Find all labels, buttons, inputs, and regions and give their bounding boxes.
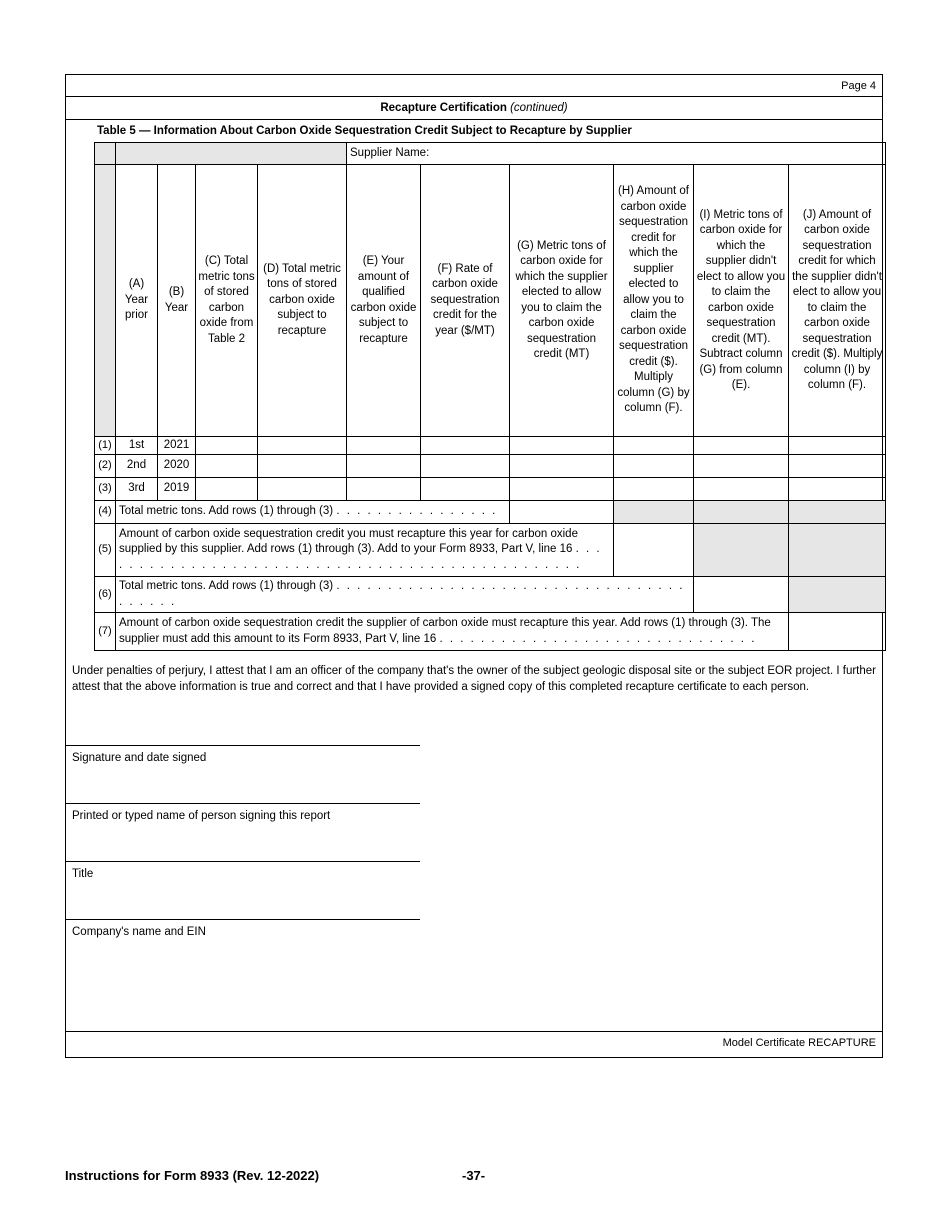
shaded-cell [694,524,789,577]
summary-label [116,577,694,613]
entry-cell-f[interactable] [421,437,510,455]
entry-cell-d[interactable] [258,437,347,455]
summary-text: Amount of carbon oxide sequestration credit the supplier of carbon oxide must recapture this year. Add rows (1) through (3). The supplier must add this amount to its Form 8933, Part V, line 16 [119,617,771,645]
supplier-name-label: Supplier Name: [350,146,430,159]
shaded-cell [95,143,116,165]
divider [66,1031,882,1032]
entry-cell-h[interactable] [614,455,694,478]
entry-cell-c[interactable] [196,455,258,478]
shaded-cell [614,501,694,524]
row-number: (4) [95,501,116,524]
page-number: -37- [462,1168,486,1183]
summary-label [116,613,789,651]
total-metric-tons-g[interactable] [510,501,614,524]
summary-text: Total metric tons. Add rows (1) through (3) [119,505,334,518]
column-header-f: (F) Rate of carbon oxide sequestration credit for the year ($/MT) [421,165,510,437]
divider [66,96,882,97]
entry-cell-g[interactable] [510,437,614,455]
entry-cell-f[interactable] [421,478,510,501]
entry-cell-j[interactable] [789,437,886,455]
shaded-cell [789,524,886,577]
total-metric-tons-i[interactable] [694,577,789,613]
row-number: (2) [95,455,116,478]
leader-dots: . . . . . . . . . . . . . . . . [336,505,498,518]
table-row [95,437,886,455]
column-header-a: (A) Year prior [116,165,158,437]
table-row [95,455,886,478]
divider [66,119,882,120]
entry-cell-g[interactable] [510,455,614,478]
year-prior-cell: 1st [116,437,158,455]
page-label: Page 4 [841,80,876,92]
entry-cell-e[interactable] [347,455,421,478]
entry-cell-i[interactable] [694,437,789,455]
entry-cell-j[interactable] [789,455,886,478]
shaded-cell [789,577,886,613]
shaded-cell [694,501,789,524]
recapture-amount-h[interactable] [614,524,694,577]
shaded-cell [95,165,116,437]
column-header-g: (G) Metric tons of carbon oxide for which the supplier elected to allow you to claim the carbon oxide sequestration credit (MT) [510,165,614,437]
title-line [66,861,420,862]
section-title-suffix: (continued) [510,102,568,114]
signature-line [66,745,420,746]
table-5 [94,142,886,651]
summary-label [116,524,614,577]
table-row [95,478,886,501]
title-field-label: Title [72,868,94,880]
column-header-d: (D) Total metric tons of stored carbon oxide subject to recapture [258,165,347,437]
column-header-h: (H) Amount of carbon oxide sequestration credit for which the supplier elected to allow you to claim the carbon oxide sequestration credit ($). Multiply column (G) by column (F). [614,165,694,437]
summary-text: Amount of carbon oxide sequestration credit you must recapture this year for carbon oxide supplied by this supplier. Add rows (1) through (3). Add to your Form 8933, Part V, line 16 [119,527,578,556]
year-cell: 2019 [158,478,196,501]
entry-cell-d[interactable] [258,478,347,501]
column-header-j: (J) Amount of carbon oxide sequestration credit for which the supplier didn't elect to allow you to claim the carbon oxide sequestration credit ($). Multiply column (I) by column (F). [789,165,886,437]
column-header-b: (B) Year [158,165,196,437]
leader-dots: . . . . . . . . . . . . . . . . . . . . . . . . . . . . . . . [439,632,757,645]
entry-cell-c[interactable] [196,437,258,455]
signature-field-label: Signature and date signed [72,752,207,764]
shaded-cell [789,501,886,524]
entry-cell-j[interactable] [789,478,886,501]
attestation-text: Under penalties of perjury, I attest that I am an officer of the company that's the owner of the subject geologic disposal site or the subject EOR project. I further attest that the above information is true and correct and that I have provided a signed copy of this completed recapture certificate to each person. [72,665,877,693]
entry-cell-h[interactable] [614,437,694,455]
summary-row-4 [95,501,886,524]
summary-label [116,501,510,524]
row-number: (5) [95,524,116,577]
entry-cell-h[interactable] [614,478,694,501]
summary-row-6 [95,577,886,613]
shaded-cell [116,143,347,165]
certificate-frame [65,74,883,1058]
printed-name-line [66,803,420,804]
section-title-text: Recapture Certification [380,102,507,114]
entry-cell-c[interactable] [196,478,258,501]
form-name-footer: Instructions for Form 8933 (Rev. 12-2022) [65,1168,320,1183]
year-cell: 2021 [158,437,196,455]
column-header-i: (I) Metric tons of carbon oxide for which the supplier didn't elect to allow you to claim the carbon oxide sequestration credit (MT). Subtract column (G) from column (E). [694,165,789,437]
entry-cell-e[interactable] [347,478,421,501]
table-title: Table 5 — Information About Carbon Oxide Sequestration Credit Subject to Recapture by Supplier [97,125,632,137]
printed-name-field-label: Printed or typed name of person signing this report [72,810,331,822]
company-field-label: Company's name and EIN [72,926,206,938]
column-header-e: (E) Your amount of qualified carbon oxide subject to recapture [347,165,421,437]
row-number: (7) [95,613,116,651]
supplier-name-field[interactable] [347,143,886,165]
entry-cell-d[interactable] [258,455,347,478]
summary-row-5 [95,524,886,577]
row-number: (6) [95,577,116,613]
leader-dots: . . . . . . . . . . . . . . . . . . . . . . . . . . . . . . . . . . . . . . . . [119,580,685,608]
section-title [66,102,882,114]
row-number: (1) [95,437,116,455]
model-certificate-label: Model Certificate RECAPTURE [722,1037,876,1049]
column-header-c: (C) Total metric tons of stored carbon oxide from Table 2 [196,165,258,437]
supplier-recapture-amount-j[interactable] [789,613,886,651]
leader-dots: . . . . . . . . . . . . . . . . . . . . . . . . . . . . . . . . . . . . . . . . . . . . . . . . [119,543,602,571]
entry-cell-i[interactable] [694,478,789,501]
entry-cell-i[interactable] [694,455,789,478]
year-prior-cell: 2nd [116,455,158,478]
entry-cell-e[interactable] [347,437,421,455]
entry-cell-g[interactable] [510,478,614,501]
entry-cell-f[interactable] [421,455,510,478]
row-number: (3) [95,478,116,501]
summary-text: Total metric tons. Add rows (1) through (3) [119,580,334,592]
year-prior-cell: 3rd [116,478,158,501]
summary-row-7 [95,613,886,651]
year-cell: 2020 [158,455,196,478]
company-line [66,919,420,920]
